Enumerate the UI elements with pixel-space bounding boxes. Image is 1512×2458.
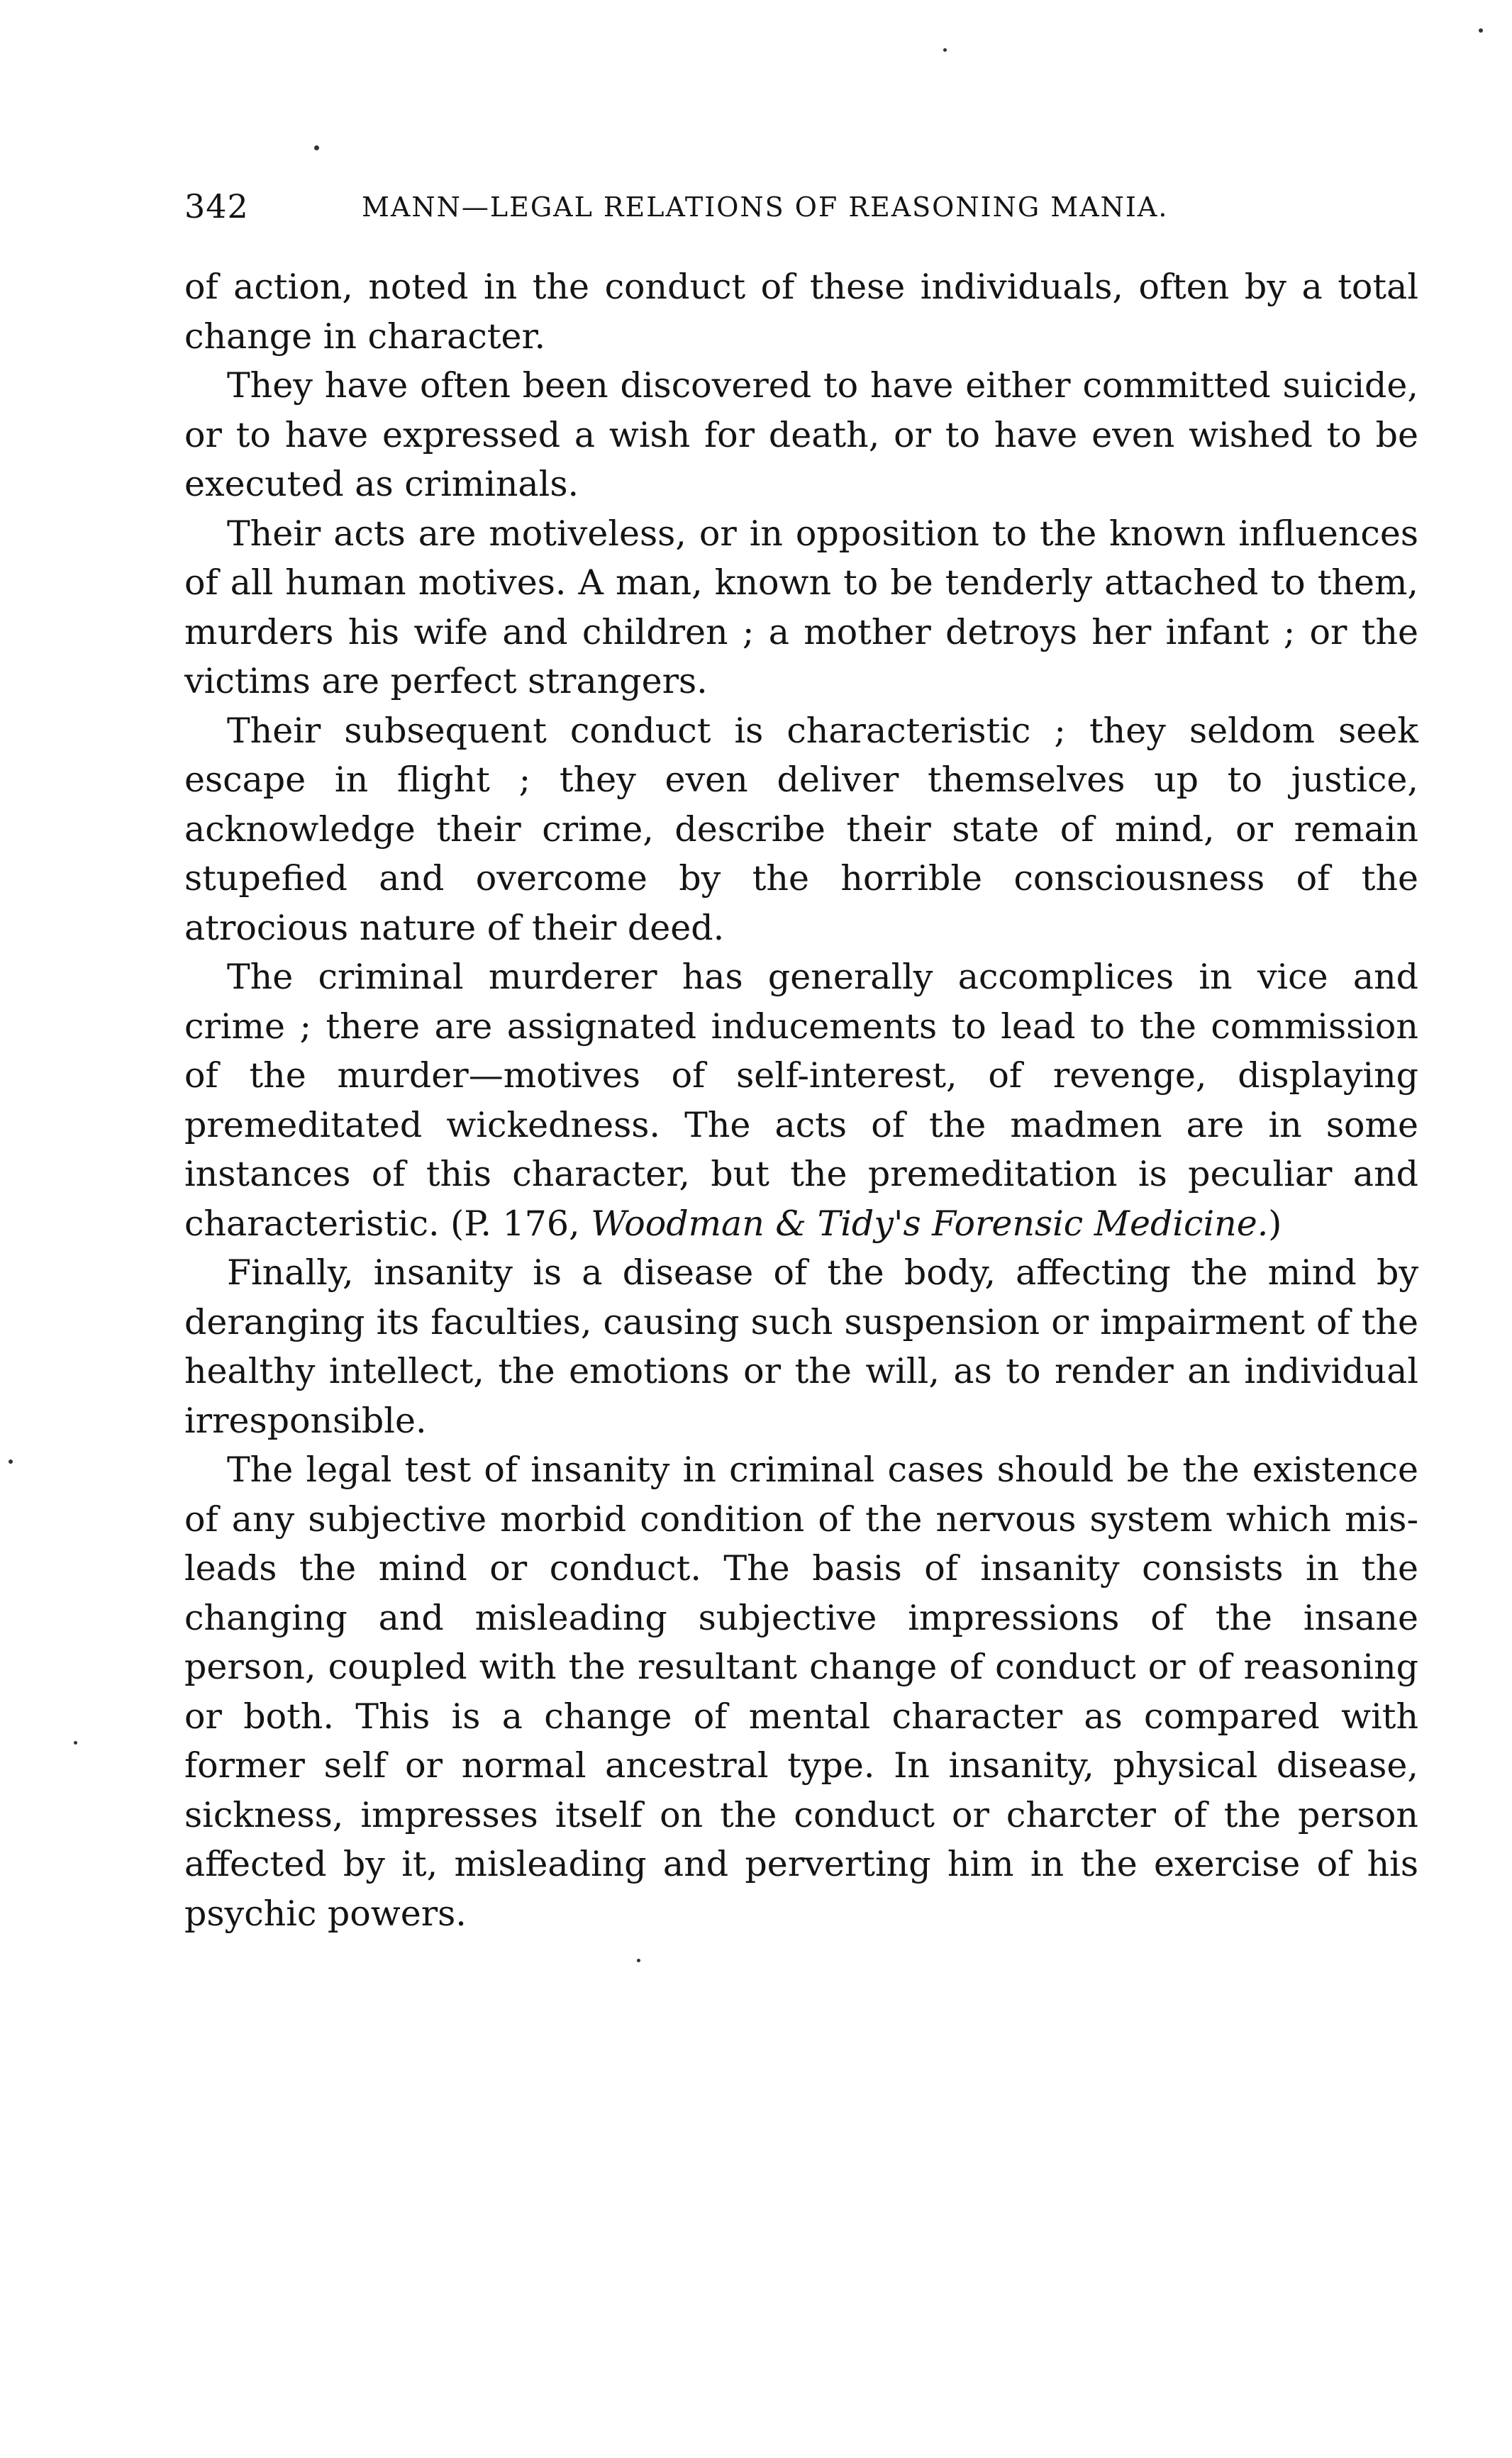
paragraph-7: The legal test of insanity in criminal cases should be the existence of any subjective morbid condition of the nervous system which misleads the mind or conduct. The basis of insanity consists in the changing and misleading subjective impressions of the insane person, coupled with the resultant change of conduct or of reasoning or both. This is a change of mental character as compared with former self or normal ancestral type. In insanity, physical disease, sickness, impresses itself on the conduct or charcter of the person affected by it, misleading and perverting him in the exercise of his psychic powers. [184, 1450, 1418, 1934]
paragraph-4: Their subsequent conduct is characteristic ; they seldom seek escape in flight ; they even deliver themselves up to justice, acknowledge their crime, describe their state of mind, or remain stupefied and overcome by the horrible consciousness of the atrocious nature of their deed. [184, 710, 1418, 948]
scan-speck [1479, 28, 1483, 33]
running-title: MANN—LEGAL RELATIONS OF REASONING MANIA. [362, 191, 1169, 223]
paragraph-5-close: ) [1268, 1203, 1282, 1244]
paragraph-6: Finally, insanity is a disease of the body, affecting the mind by deranging its faculties, causing such suspension or impairment of the healthy intellect, the emotions or the will, as to render an individual irresponsible. [184, 1252, 1418, 1441]
scan-speck [9, 1459, 13, 1464]
document-page [184, 170, 1418, 1938]
citation-reference: Woodman & Tidy's Forensic Medicine. [591, 1203, 1269, 1244]
page-number: 342 [184, 187, 249, 226]
scan-speck [637, 1959, 640, 1962]
running-head [184, 170, 1418, 227]
paragraph-5-text: The criminal murderer has generally accomplices in vice and crime ; there are assignated inducements to lead to the commission of the murder—motives of self-interest, of revenge, displaying premeditated wickedness. The acts of the madmen are in some instances of this character, but the premeditation is peculiar and characteristic. (P. 176, [184, 957, 1418, 1244]
paragraph-5 [184, 952, 1418, 1248]
paragraph-3: Their acts are motiveless, or in opposition to the known influences of all human motives. A man, known to be tenderly attached to them, murders his wife and children ; a mother detroys her infant ; or the victims are perfect strangers. [184, 513, 1418, 701]
scan-speck [943, 48, 947, 52]
body-text [184, 262, 1418, 1938]
paragraph-1: of action, noted in the conduct of these individuals, often by a total change in character. [184, 267, 1418, 357]
paragraph-2: They have often been discovered to have either committed suicide, or to have expressed a wish for death, or to have even wished to be executed as criminals. [184, 365, 1418, 504]
scan-speck [74, 1741, 77, 1745]
scan-speck [314, 145, 319, 150]
